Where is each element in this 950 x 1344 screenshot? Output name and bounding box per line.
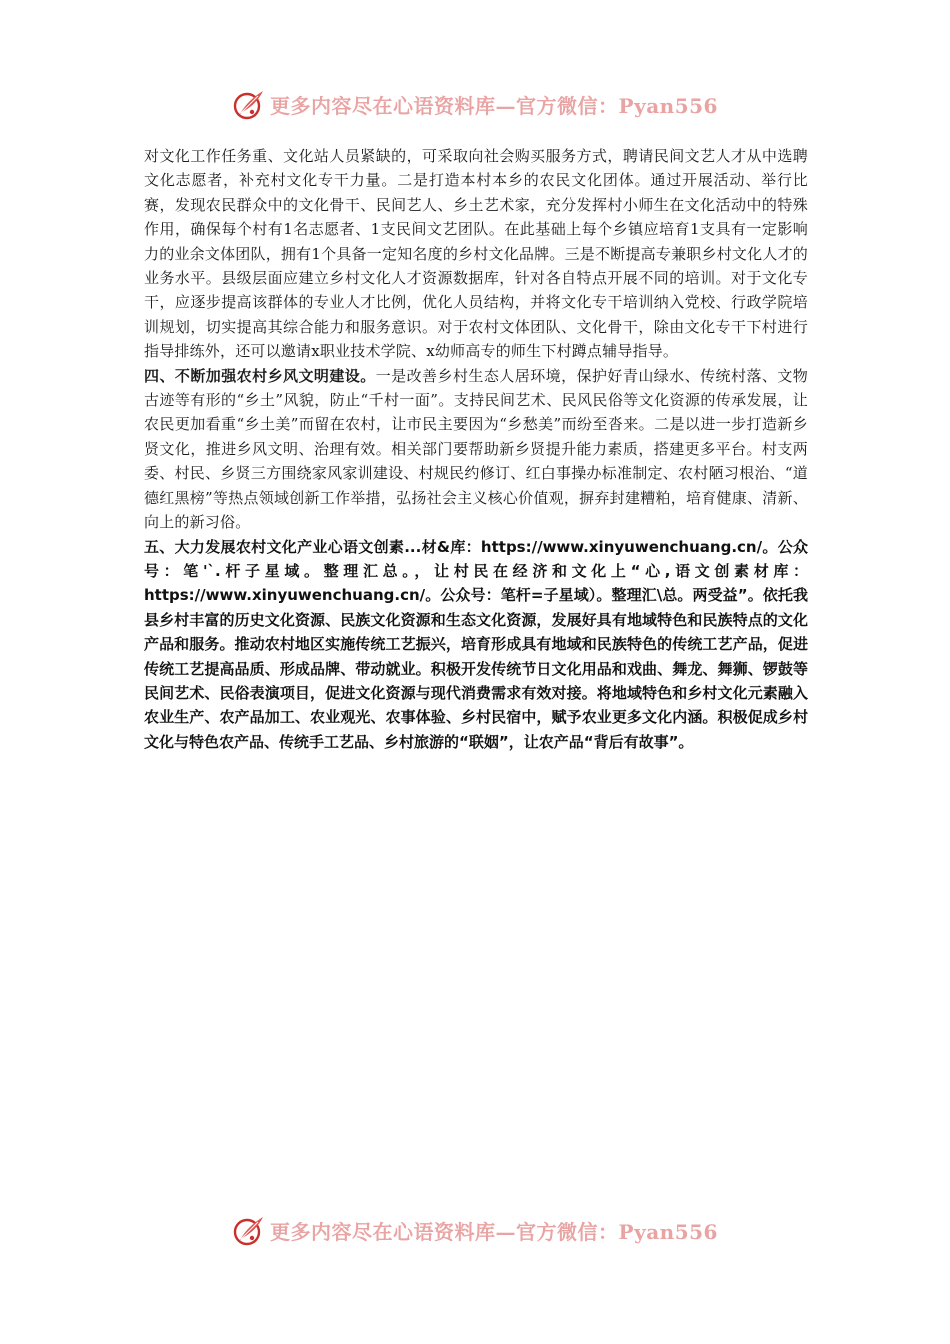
section-heading-four: 四、不断加强农村乡风文明建设。 <box>144 366 376 385</box>
footer-banner-text: 更多内容尽在心语资料库—官方微信：Pyan556 <box>270 1219 718 1244</box>
header-banner <box>0 82 950 126</box>
header-banner-text: 更多内容尽在心语资料库—官方微信：Pyan556 <box>270 93 718 118</box>
paragraph-industry: 五、大力发展农村文化产业心语文创素...材&库：https://www.xinyuwenchuang.cn/。公众号：笔'`.杆子星域。整理汇总。，让村民在经济和文化上“心,语文创素材库：https://www.xinyuwenchuang.cn/。公众号：笔杆=子星域）。整理汇\总。两受益”。依托我县乡村丰富的历史文化资源、民族文化资源和生态文化资源，发展好具有地域特色和民族特点的文化产品和服务。推动农村地区实施传统工艺振兴，培育形成具有地域和民族特色的传统工艺产品，促进传统工艺提高品质、形成品牌、带动就业。积极开发传统节日文化用品和戏曲、舞龙、舞狮、锣鼓等民间艺术、民俗表演项目，促进文化资源与现代消费需求有效对接。将地域特色和乡村文化元素融入农业生产、农产品加工、农业观光、农事体验、乡村民宿中，赋予农业更多文化内涵。积极促成乡村文化与特色农产品、传统手工艺品、乡村旅游的“联姻”，让农产品“背后有故事”。 <box>144 537 808 751</box>
quill-pen-logo-icon <box>232 1213 266 1247</box>
paragraph-talent: 对文化工作任务重、文化站人员紧缺的，可采取向社会购买服务方式，聘请民间文艺人才从中选聘文化志愿者，补充村文化专干力量。二是打造本村本乡的农民文化团体。通过开展活动、举行比赛，发现农民群众中的文化骨干、民间艺人、乡土艺术家，充分发挥村小师生在文化活动中的特殊作用，确保每个村有1名志愿者、1支民间文艺团队。在此基础上每个乡镇应培育1支具有一定影响力的业余文体团队，拥有1个具备一定知名度的乡村文化品牌。三是不断提高专兼职乡村文化人才的业务水平。县级层面应建立乡村文化人才资源数据库，针对各自特点开展不同的培训。对于文化专干，应逐步提高该群体的专业人才比例，优化人员结构，并将文化专干培训纳入党校、行政学院培训规划，切实提高其综合能力和服务意识。对于农村文体团队、文化骨干，除由文化专干下村进行指导排练外，还可以邀请x职业技术学院、x幼师高专的师生下村蹲点辅导指导。 <box>144 147 808 361</box>
paragraph-civilization-text: 一是改善乡村生态人居环境，保护好青山绿水、传统村落、文物古迹等有形的“乡土”风貌，防止“千村一面”。支持民间艺术、民风民俗等文化资源的传承发展，让农民更加看重“乡土美”而留在农村，让市民主要因为“乡愁美”而纷至沓来。二是以进一步打造新乡贤文化，推进乡风文明、治理有效。相关部门要帮助新乡贤提升能力素质，搭建更多平台。村支两委、村民、乡贤三方围绕家风家训建设、村规民约修订、红白事操办标准制定、农村陋习根治、“道德红黑榜”等热点领域创新工作举措，弘扬社会主义核心价值观，摒弃封建糟粕，培育健康、清新、向上的新习俗。 <box>144 366 808 532</box>
quill-pen-logo-icon <box>232 87 266 121</box>
paragraph-civilization <box>144 364 808 535</box>
footer-banner <box>0 1208 950 1252</box>
document-body <box>144 144 808 754</box>
